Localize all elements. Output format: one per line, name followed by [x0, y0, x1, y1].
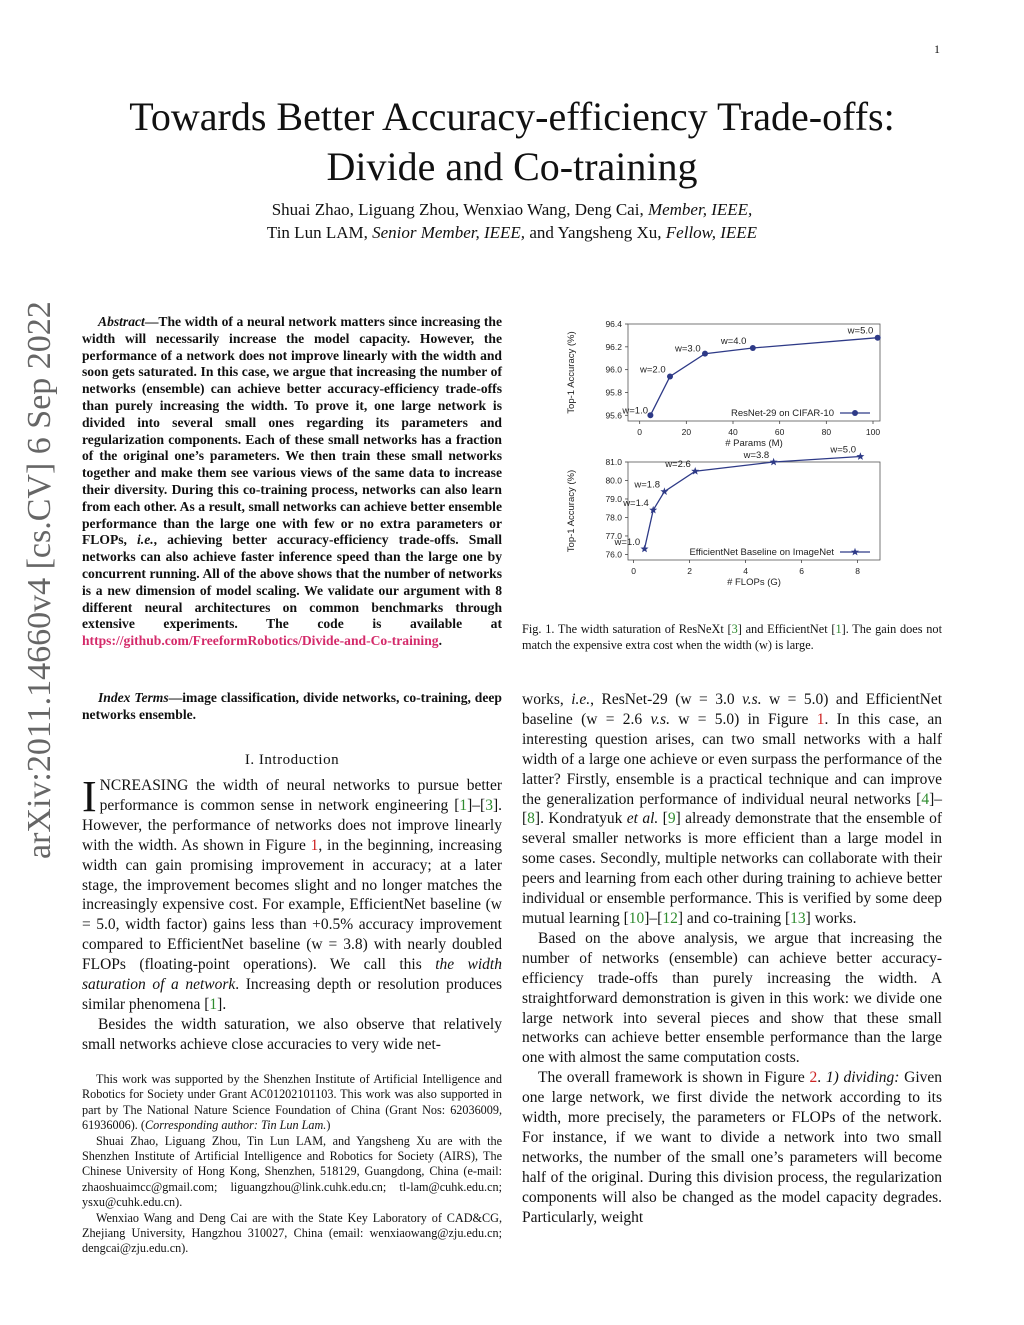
- caption-text-c: ]. The gain does not match the expensive extra cost when the width (w) is large.: [522, 622, 942, 652]
- authors-2a: Tin Lun LAM,: [266, 223, 368, 242]
- point-label: w=5.0: [830, 444, 857, 456]
- rtext: The overall framework is shown in Figure: [538, 1069, 810, 1087]
- y-tick-label: 77.0: [605, 530, 622, 541]
- authors-2b: Senior Member, IEEE,: [372, 223, 526, 242]
- rtext: .: [817, 1069, 826, 1087]
- rtext: w = 5.0) and EfficientNet baseline (w = 2.6: [522, 691, 943, 728]
- point-label: w=1.0: [622, 405, 649, 417]
- rtext: ] works.: [805, 909, 857, 927]
- citation-link[interactable]: 12: [662, 909, 678, 927]
- rtext-emphasis: 1) dividing:: [825, 1069, 900, 1087]
- rtext-etal: et al.: [626, 810, 659, 828]
- intro-paragraph-1: [82, 772, 502, 1015]
- x-tick-label: 8: [855, 566, 860, 576]
- citation-link[interactable]: 4: [921, 790, 930, 808]
- x-tick-label: 6: [799, 566, 804, 576]
- point-label: w=5.0: [847, 325, 874, 337]
- y-tick-label: 95.8: [605, 387, 622, 398]
- caption-text-b: ] and EfficientNet [: [737, 622, 836, 636]
- rtext: ] and co-training [: [677, 909, 791, 927]
- section-heading: I. Introduction: [244, 752, 340, 768]
- citation-link[interactable]: 1: [209, 995, 218, 1013]
- y-tick-label: 80.0: [605, 475, 622, 486]
- y-tick-label: 78.0: [605, 512, 622, 523]
- footnote-affiliation-1: Shuai Zhao, Liguang Zhou, Tin Lun LAM, and Yangsheng Xu are with the Shenzhen Institute of Artificial Intelligence and Robotics for Society (AIRS), The Chinese University of Hong Kong, Shenzhen, 518129, Guangdong, China (e-mail: zhaoshuaimcc@gmail.com; liguangzhou@link.cuhk.edu.cn; tl-lam@cuhk.edu.cn; ysxu@cuhk.edu.cn).: [82, 1133, 502, 1210]
- y-tick-label: 81.0: [605, 457, 622, 467]
- intro-paragraph-2: Besides the width saturation, we also observe that relatively small networks achieve close accuracies to very wide net-: [82, 1015, 502, 1053]
- rtext: [: [658, 810, 668, 828]
- x-tick-label: 20: [681, 427, 692, 437]
- rtext: ]. Kondratyuk: [534, 810, 627, 828]
- drop-cap: I: [82, 772, 97, 821]
- intro-text-d: , in the beginning, increasing width can gain promising improvement in accuracy; at a later stage, the improvement becomes slight and no longer matches the increasingly expensive cost. For example, EfficientNet baseline (w = 5.0, width factor) gains less than +0.5% accuracy improvement compared to EfficientNet baseline (w = 3.8) with nearly doubled FLOPs (floating-point operations). We call this: [82, 836, 502, 974]
- series-line: [645, 457, 861, 549]
- paper-title: [60, 92, 964, 192]
- point-label: w=1.8: [634, 479, 661, 491]
- abstract-body-2: , achieving better accuracy-efficiency trade-offs. Small networks can also achieve faster inference speed than the large one by concurrent running. All of the above shows that the number of networks is a new dimension of model scaling. We validate our argument with 8 different neural architectures on common benchmarks through extensive experiments. The code is available at: [82, 532, 503, 632]
- point-label: w=3.8: [743, 450, 770, 461]
- point-label: w=2.6: [665, 459, 691, 471]
- intro-text-c: ]. However, the performance of networks does not improve linearly with the width. As shown in Figure: [82, 796, 502, 854]
- title-line-1: Towards Better Accuracy-efficiency Trade-offs:: [129, 94, 895, 139]
- authors-1a: Shuai Zhao, Liguang Zhou, Wenxiao Wang, Deng Cai,: [271, 200, 644, 219]
- intro-left-column: [82, 772, 502, 1055]
- authors-2d: Fellow, IEEE: [665, 223, 758, 242]
- footnote-funding: [82, 1072, 502, 1134]
- x-tick-label: 60: [774, 427, 785, 437]
- rtext-vs: v.s.: [742, 691, 762, 708]
- intro-right-column: [522, 690, 942, 1227]
- title-line-2: Divide and Co-training: [326, 144, 698, 189]
- x-tick-label: 0: [637, 427, 643, 437]
- chart-resnet: [566, 319, 881, 449]
- citation-link[interactable]: 13: [790, 909, 806, 927]
- legend-marker: [852, 410, 858, 416]
- x-tick-label: 2: [687, 566, 692, 576]
- figure-link[interactable]: 1: [816, 710, 825, 728]
- x-tick-label: 0: [631, 566, 636, 576]
- rtext: works,: [522, 691, 572, 708]
- data-point: [875, 335, 881, 341]
- citation-link[interactable]: 8: [527, 810, 535, 828]
- arxiv-identifier: arXiv:2011.14660v4 [cs.CV] 6 Sep 2022: [21, 301, 58, 859]
- point-label: w=1.0: [614, 536, 641, 548]
- right-paragraph-2: Based on the above analysis, we argue that increasing the number of networks (ensemble) can achieve better accuracy-efficiency trade-offs than purely increasing the width. A straightforward demonstration is given in this work: we divide one large network into several pieces and show that these small networks can achieve better ensemble performance than the large one with almost the same computation costs.: [522, 929, 942, 1067]
- y-tick-label: 96.0: [605, 364, 622, 375]
- author-list: [60, 198, 964, 244]
- rtext: ]–[: [644, 909, 663, 927]
- figure-link[interactable]: 1: [310, 836, 319, 854]
- intro-text-b: ]–[: [467, 796, 486, 814]
- point-label: w=1.4: [623, 498, 649, 510]
- abstract: [82, 314, 502, 650]
- data-point: [770, 458, 778, 466]
- y-tick-label: 96.2: [605, 341, 622, 352]
- citation-link[interactable]: 10: [628, 909, 645, 927]
- y-tick-label: 79.0: [605, 493, 622, 504]
- point-label: w=2.0: [640, 364, 666, 376]
- data-point: [641, 545, 649, 553]
- citation-link[interactable]: 1: [459, 796, 468, 814]
- right-paragraph-1: [522, 690, 942, 929]
- legend-label: ResNet-29 on CIFAR-10: [731, 408, 834, 419]
- data-point: [647, 412, 653, 418]
- intro-emphasis: the width saturation of a network: [82, 956, 502, 994]
- x-axis-label: # FLOPs (G): [727, 577, 781, 588]
- abstract-end: .: [438, 633, 442, 649]
- data-point: [750, 345, 756, 351]
- figure-1-caption: [522, 622, 942, 653]
- data-point: [667, 373, 673, 379]
- legend-label: EfficientNet Baseline on ImageNet: [689, 547, 834, 558]
- code-link[interactable]: https://github.com/FreeformRobotics/Divide-and-Co-training: [82, 633, 439, 649]
- rtext: ] already demonstrate that the ensemble of several smaller networks is more efficient than a large model in some cases. Secondly, multiple networks can collaborate with their peers and learning from each other during training to achieve better individual or ensemble performance. This is verified by some deep mutual learning [: [522, 810, 942, 927]
- citation-link[interactable]: 9: [667, 810, 676, 828]
- data-point: [856, 452, 864, 460]
- intro-text-a: NCREASING the width of neural networks to pursue better performance is common sense in network engineering [: [99, 777, 502, 814]
- x-tick-label: 100: [865, 427, 881, 437]
- data-point: [702, 351, 708, 357]
- abstract-label: Abstract: [98, 314, 145, 329]
- index-terms-label: Index Terms: [98, 690, 169, 705]
- point-label: w=3.0: [675, 343, 701, 355]
- rtext: Given one large network, we first divide the network according to its width, more precisely, the parameters or FLOPs of the network. For instance, if we want to divide a network into two small networks, the number of the small one’s parameters will become half of the original. During this division process, the regularization components will also be changed as the model capacity degrades. Particularly, weight: [522, 1069, 943, 1226]
- rtext: w = 5.0) in Figure: [669, 710, 817, 728]
- data-point: [660, 487, 668, 495]
- index-terms: [82, 690, 502, 724]
- y-tick-label: 96.4: [605, 319, 622, 329]
- plot-frame: [628, 462, 880, 560]
- authors-1b: Member, IEEE,: [647, 200, 753, 219]
- citation-link[interactable]: 3: [485, 796, 493, 814]
- intro-text-e: . Increasing depth or resolution produces similar phenomena [: [82, 976, 502, 1013]
- rtext: ]–[: [522, 790, 942, 828]
- index-terms-body: —image classification, divide networks, co-training, deep networks ensemble.: [82, 690, 502, 722]
- figure-1: [560, 314, 920, 604]
- rtext: . In this case, an interesting question arises, can two small networks with a half width of a large one achieve or even surpass the performance of the latter? Firstly, ensemble is a practical technique and can improve the generalization performance of individual neural networks [: [522, 710, 942, 808]
- legend-marker: [851, 548, 859, 556]
- right-paragraph-3: [522, 1068, 942, 1227]
- figure-link[interactable]: 2: [809, 1069, 818, 1087]
- rtext: , ResNet-29 (w = 3.0: [590, 691, 743, 708]
- footnote-corresponding: Corresponding author: Tin Lun Lam.: [144, 1118, 327, 1133]
- y-tick-label: 95.6: [605, 410, 622, 421]
- citation-link[interactable]: 1: [835, 622, 842, 636]
- y-tick-label: 76.0: [605, 549, 622, 560]
- rtext-vs: v.s.: [650, 710, 670, 728]
- y-axis-label: Top-1 Accuracy (%): [566, 331, 577, 414]
- y-axis-label: Top-1 Accuracy (%): [566, 469, 577, 553]
- footnote-funding-text: This work was supported by the Shenzhen Institute of Artificial Intelligence and Robotics for Society under Grant AC01202101103. This work was also supported in part by The National Nature Science Foundation of China (Grant Nos: 62036009, 61936006). (: [82, 1072, 502, 1133]
- authors-2c: and Yangsheng Xu,: [529, 223, 662, 242]
- footnotes: [82, 1072, 502, 1257]
- footnote-funding-end: ): [326, 1118, 331, 1133]
- plot-frame: [628, 324, 880, 421]
- x-axis-label: # Params (M): [725, 438, 783, 449]
- caption-text-a: Fig. 1. The width saturation of ResNeXt [: [522, 622, 732, 636]
- x-tick-label: 80: [821, 427, 832, 437]
- chart-efficientnet: [566, 444, 880, 588]
- footnote-affiliation-2: Wenxiao Wang and Deng Cai are with the State Key Laboratory of CAD&CG, Zhejiang University, Hangzhou 310027, China (email: wenxiaowang@zju.edu.cn; dengcai@zju.edu.cn).: [82, 1210, 502, 1256]
- abstract-ie: i.e.: [137, 532, 154, 548]
- citation-link[interactable]: 3: [731, 622, 738, 636]
- abstract-body: —The width of a neural network matters since increasing the width will necessarily increase the model capacity. However, the performance of a network does not improve linearly with the width and soon gets saturated. In this case, we argue that increasing the number of networks (ensemble) can achieve better accuracy-efficiency trade-offs than purely increasing the width. To prove it, one large network is divided into several small ones regarding its parameters and regularization components. Each of these small networks has a fraction of the original one’s parameters. We then train these small networks together and make them see various views of the same data to increase their diversity. During this co-training process, networks can also learn from each other. As a result, small networks can achieve better ensemble performance than the large one with few or no extra parameters or FLOPs,: [82, 314, 502, 548]
- point-label: w=4.0: [720, 335, 747, 347]
- page-number: 1: [934, 42, 940, 56]
- x-tick-label: 40: [728, 427, 738, 437]
- intro-text-f: ].: [217, 995, 227, 1013]
- x-tick-label: 4: [743, 566, 748, 576]
- rtext-ie: i.e.: [571, 691, 591, 708]
